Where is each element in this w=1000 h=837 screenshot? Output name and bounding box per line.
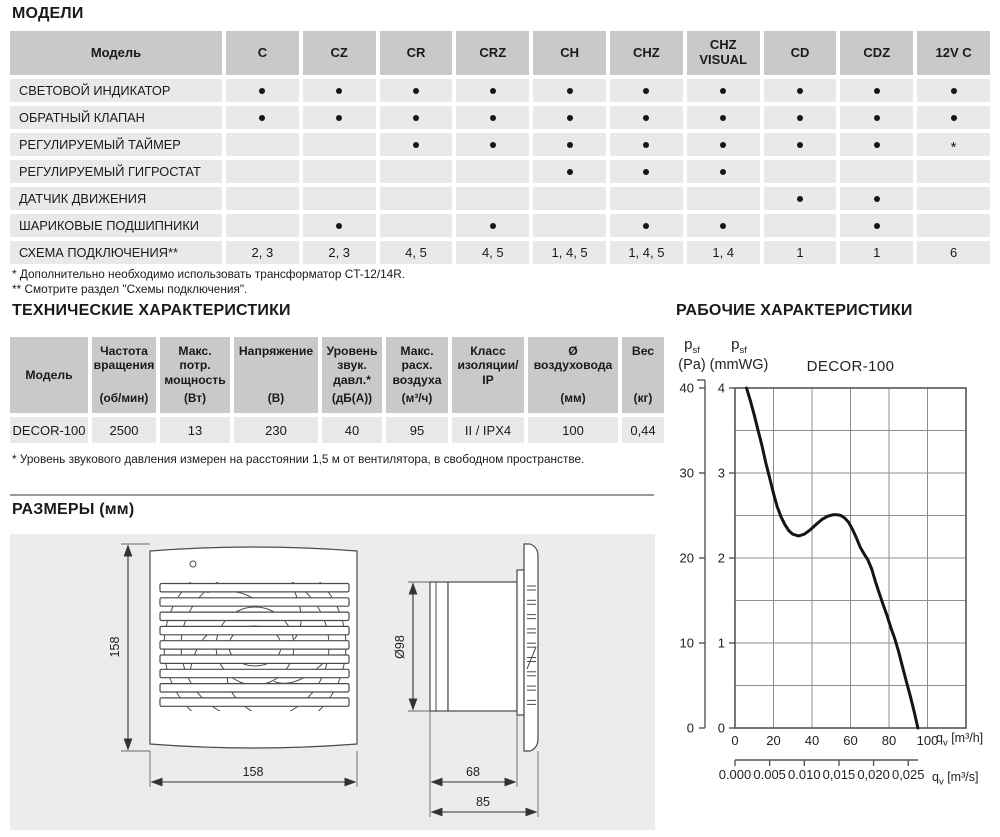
models-value-cell: [917, 160, 990, 183]
models-value-cell: [533, 160, 606, 183]
models-value-cell: [226, 106, 299, 129]
mmwg-tick-label: 1: [717, 635, 725, 651]
models-value-cell: [687, 79, 760, 102]
models-row-label: ШАРИКОВЫЕ ПОДШИПНИКИ: [10, 214, 222, 237]
feature-dot-icon: [413, 142, 419, 148]
x-tick-label: 80: [881, 733, 897, 748]
models-row-label: СХЕМА ПОДКЛЮЧЕНИЯ**: [10, 241, 222, 264]
models-header-cell: CZ: [303, 31, 376, 75]
tech-header-unit: (дБ(А)): [331, 391, 373, 406]
x-tick-label: 40: [804, 733, 820, 748]
models-value-cell: [226, 133, 299, 156]
models-value-cell: [226, 160, 299, 183]
feature-dot-icon: [413, 88, 419, 94]
tech-footnote: * Уровень звукового давления измерен на расстоянии 1,5 м от вентилятора, в свободном пространстве.: [12, 452, 585, 466]
pa-tick-label: 30: [679, 465, 694, 481]
models-header-cell: C: [226, 31, 299, 75]
models-value-cell: [533, 187, 606, 210]
pa-tick-label: 20: [679, 550, 694, 566]
feature-dot-icon: [951, 115, 957, 121]
models-value-cell: [610, 79, 683, 102]
tech-section-title: ТЕХНИЧЕСКИЕ ХАРАКТЕРИСТИКИ: [12, 302, 291, 319]
feature-dot-icon: [874, 88, 880, 94]
tech-header-unit: (Вт): [184, 391, 206, 406]
models-value-cell: [917, 187, 990, 210]
feature-dot-icon: [874, 196, 880, 202]
models-value-cell: [764, 133, 837, 156]
dimensions-panel: [10, 534, 655, 830]
feature-dot-icon: [336, 88, 342, 94]
pa-tick-label: 40: [679, 380, 694, 396]
tech-header-cell: [160, 337, 230, 413]
models-value-cell: 4, 5: [380, 241, 453, 264]
flow-unit-s-label: $q_v$ [m³/s]: [932, 770, 979, 788]
models-value-cell: 1, 4, 5: [533, 241, 606, 264]
front-width-dim: 158: [242, 765, 264, 779]
feature-dot-icon: [490, 88, 496, 94]
tech-header-cell: [452, 337, 524, 413]
models-value-cell: [764, 106, 837, 129]
models-value-cell: [456, 160, 529, 183]
models-header-cell: CDZ: [840, 31, 913, 75]
models-value-cell: 2, 3: [303, 241, 376, 264]
footnote-transformer: * Дополнительно необходимо использовать трансформатор CT-12/14R.: [12, 267, 406, 281]
models-value-cell: [533, 106, 606, 129]
feature-dot-icon: [720, 115, 726, 121]
tech-header-name: Класс изоляции/ IP: [457, 344, 519, 387]
models-value-cell: 1: [840, 241, 913, 264]
feature-dot-icon: [567, 169, 573, 175]
models-value-cell: [840, 214, 913, 237]
tech-header-name: Ø воздуховода: [533, 344, 613, 373]
models-value-cell: [610, 133, 683, 156]
feature-dot-icon: [259, 88, 265, 94]
feature-dot-icon: [336, 223, 342, 229]
models-value-cell: [533, 79, 606, 102]
chart-title: DECOR-100: [806, 358, 895, 375]
tech-value-cell: 0,44: [622, 417, 664, 443]
mmwg-tick-label: 3: [717, 465, 725, 481]
feature-dot-icon: [874, 142, 880, 148]
performance-section-title: РАБОЧИЕ ХАРАКТЕРИСТИКИ: [676, 302, 913, 319]
x2-tick-label: 0.010: [788, 767, 821, 782]
models-table: [10, 31, 990, 264]
models-value-cell: [303, 214, 376, 237]
models-header-cell: CRZ: [456, 31, 529, 75]
tech-header-unit: (об/мин): [99, 391, 149, 406]
tech-header-unit: (мм): [560, 391, 586, 406]
models-value-cell: [456, 106, 529, 129]
feature-dot-icon: [797, 88, 803, 94]
models-value-cell: [610, 106, 683, 129]
tech-header-name: Макс. расх. воздуха: [392, 344, 442, 387]
models-row-label: ОБРАТНЫЙ КЛАПАН: [10, 106, 222, 129]
total-depth-dim: 85: [476, 795, 490, 809]
models-value-cell: [687, 133, 760, 156]
models-value-cell: [764, 214, 837, 237]
mmwg-tick-label: 0: [717, 720, 725, 736]
front-height-dim: 158: [108, 636, 122, 658]
models-value-cell: [456, 133, 529, 156]
feature-dot-icon: [567, 115, 573, 121]
feature-dot-icon: [643, 142, 649, 148]
x-tick-label: 20: [766, 733, 781, 748]
duct-diameter-dim: Ø98: [393, 635, 407, 659]
x-tick-label: 100: [916, 733, 939, 748]
feature-dot-icon: [259, 115, 265, 121]
models-value-cell: [380, 106, 453, 129]
models-value-cell: [610, 160, 683, 183]
tech-header-name: Макс. потр. мощность: [164, 344, 226, 387]
models-value-cell: 1, 4: [687, 241, 760, 264]
models-value-cell: [917, 106, 990, 129]
models-value-cell: [687, 160, 760, 183]
models-header-cell: CR: [380, 31, 453, 75]
models-value-cell: [764, 79, 837, 102]
tech-header-cell: [92, 337, 156, 413]
models-header-cell: 12V C: [917, 31, 990, 75]
tech-value-cell: 40: [322, 417, 382, 443]
models-header-cell: CD: [764, 31, 837, 75]
models-value-cell: 6: [917, 241, 990, 264]
models-header-cell: CHZ VISUAL: [687, 31, 760, 75]
feature-dot-icon: [720, 142, 726, 148]
feature-dot-icon: [797, 115, 803, 121]
tech-value-cell: 100: [528, 417, 618, 443]
models-value-cell: [840, 133, 913, 156]
feature-dot-icon: [490, 115, 496, 121]
feature-dot-icon: [336, 115, 342, 121]
models-value-cell: 1, 4, 5: [610, 241, 683, 264]
performance-chart-svg: [660, 330, 1000, 795]
x2-tick-label: 0,025: [891, 767, 925, 782]
feature-dot-icon: [720, 223, 726, 229]
tech-value-cell: 13: [160, 417, 230, 443]
feature-dot-icon: [413, 115, 419, 121]
models-value-cell: [764, 187, 837, 210]
models-row-label: СВЕТОВОЙ ИНДИКАТОР: [10, 79, 222, 102]
models-value-cell: [380, 133, 453, 156]
x2-tick-label: 0,020: [857, 767, 890, 782]
models-value-cell: [456, 187, 529, 210]
tech-header-name: Напряжение: [238, 344, 314, 358]
models-value-cell: [840, 106, 913, 129]
x-tick-label: 60: [843, 733, 858, 748]
grille-louvres: [160, 584, 349, 707]
models-value-cell: [687, 187, 760, 210]
models-value-cell: [840, 160, 913, 183]
models-value-cell: [226, 79, 299, 102]
feature-dot-icon: [643, 115, 649, 121]
feature-dot-icon: [643, 169, 649, 175]
x2-tick-label: 0.000: [718, 767, 752, 782]
models-header-model: Модель: [10, 31, 222, 75]
tech-header-unit: (м³/ч): [401, 391, 433, 406]
models-value-cell: [610, 187, 683, 210]
feature-dot-icon: [720, 88, 726, 94]
feature-dot-icon: [720, 169, 726, 175]
models-value-cell: [380, 160, 453, 183]
tech-value-cell: 2500: [92, 417, 156, 443]
models-section-title: МОДЕЛИ: [12, 5, 84, 22]
models-row-label: РЕГУЛИРУЕМЫЙ ТАЙМЕР: [10, 133, 222, 156]
models-value-cell: 2, 3: [226, 241, 299, 264]
models-value-cell: [917, 214, 990, 237]
models-value-cell: [380, 187, 453, 210]
models-value-cell: [687, 106, 760, 129]
models-value-cell: [303, 187, 376, 210]
tech-header-cell: [386, 337, 448, 413]
models-value-cell: [456, 79, 529, 102]
feature-dot-icon: [874, 223, 880, 229]
section-divider: [10, 494, 654, 496]
models-value-cell: 4, 5: [456, 241, 529, 264]
tech-header-cell: [622, 337, 664, 413]
tech-header-cell: [322, 337, 382, 413]
models-value-cell: *: [917, 133, 990, 156]
models-value-cell: [226, 187, 299, 210]
models-value-cell: [456, 214, 529, 237]
mmwg-axis-caption: $p_{sf}$ (mmWG): [709, 336, 769, 373]
feature-dot-icon: [874, 115, 880, 121]
fan-front-view: [150, 547, 357, 748]
feature-dot-icon: [797, 142, 803, 148]
mmwg-tick-label: 4: [717, 380, 725, 396]
models-value-cell: [380, 79, 453, 102]
feature-dot-icon: [797, 196, 803, 202]
models-value-cell: [764, 160, 837, 183]
feature-dot-icon: [567, 142, 573, 148]
feature-dot-icon: [490, 223, 496, 229]
feature-dot-icon: [951, 88, 957, 94]
models-value-cell: [533, 214, 606, 237]
tech-table: [10, 337, 664, 443]
models-value-cell: [840, 79, 913, 102]
feature-dot-icon: [643, 223, 649, 229]
models-header-cell: CH: [533, 31, 606, 75]
models-value-cell: [840, 187, 913, 210]
feature-dot-icon: [643, 88, 649, 94]
tech-header-name: Вес: [631, 344, 655, 358]
models-value-cell: [303, 133, 376, 156]
models-header-cell: CHZ: [610, 31, 683, 75]
models-value-cell: [917, 79, 990, 102]
fan-side-view: [430, 544, 538, 751]
footnote-wiring: ** Смотрите раздел "Схемы подключения".: [12, 282, 248, 296]
tech-header-unit: (кг): [633, 391, 653, 406]
tech-header-cell: [234, 337, 318, 413]
models-value-cell: [226, 214, 299, 237]
tech-header-unit: (В): [267, 391, 285, 406]
models-value-cell: [303, 106, 376, 129]
tech-value-cell: 230: [234, 417, 318, 443]
models-row-label: ДАТЧИК ДВИЖЕНИЯ: [10, 187, 222, 210]
models-value-cell: [380, 214, 453, 237]
x2-tick-label: 0,015: [822, 767, 856, 782]
pa-tick-label: 10: [679, 635, 694, 651]
tech-header-name: Уровень звук. давл.*: [326, 344, 378, 387]
tech-header-name: Частота вращения: [93, 344, 155, 373]
pa-tick-label: 0: [686, 720, 694, 736]
performance-chart: [660, 330, 1000, 827]
pa-axis-caption: $p_{sf}$ (Pa): [678, 336, 706, 373]
tech-value-cell: DECOR-100: [10, 417, 88, 443]
feature-dot-icon: [567, 88, 573, 94]
dimensions-drawing: [10, 534, 655, 830]
x2-tick-label: 0.005: [753, 767, 786, 782]
mmwg-tick-label: 2: [717, 550, 725, 566]
dimensions-section-title: РАЗМЕРЫ (мм): [12, 501, 135, 518]
feature-dot-icon: [490, 142, 496, 148]
tech-value-cell: 95: [386, 417, 448, 443]
models-value-cell: [303, 160, 376, 183]
flow-unit-h-label: $q_v$ [m³/h]: [936, 731, 984, 749]
tech-header-cell: [528, 337, 618, 413]
models-value-cell: [687, 214, 760, 237]
models-footnotes: [12, 267, 405, 297]
models-value-cell: [303, 79, 376, 102]
models-value-cell: [533, 133, 606, 156]
body-depth-dim: 68: [466, 765, 480, 779]
models-value-cell: [610, 214, 683, 237]
x-tick-label: 0: [731, 733, 739, 748]
models-row-label: РЕГУЛИРУЕМЫЙ ГИГРОСТАТ: [10, 160, 222, 183]
models-value-cell: 1: [764, 241, 837, 264]
tech-header-cell: [10, 337, 88, 413]
tech-header-name: Модель: [25, 367, 73, 382]
tech-value-cell: II / IPX4: [452, 417, 524, 443]
